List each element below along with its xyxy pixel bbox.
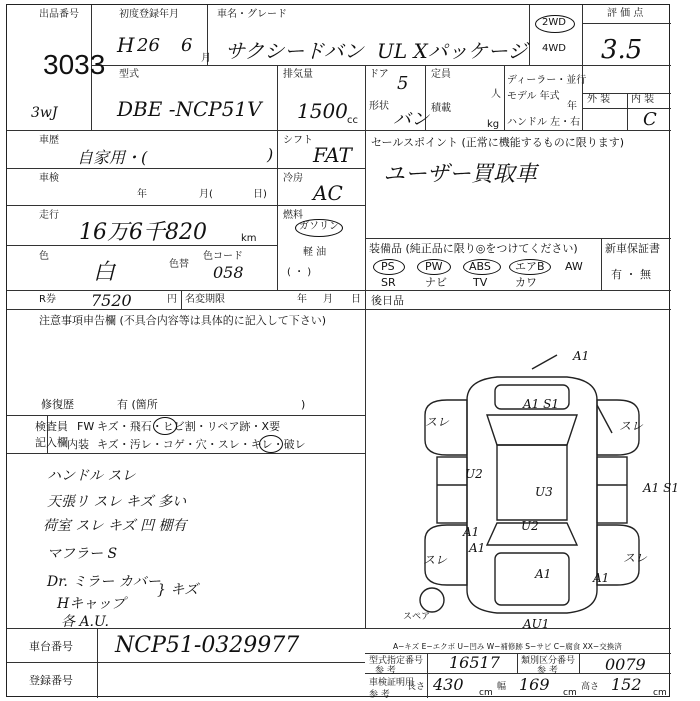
class-number-ref: 参 考 [537, 666, 558, 676]
fw-items: キズ・飛石・ヒビ割・リペア跡・X要 [97, 420, 281, 433]
use-label: 車歴 [39, 135, 59, 146]
aircon-label: 冷房 [283, 173, 303, 184]
divider [529, 5, 530, 65]
model-name-label: 車名・グレード [217, 9, 287, 20]
doors-label: ドア [369, 69, 389, 80]
use-close: ) [267, 145, 274, 164]
title-change-label: 名変期限 [185, 294, 225, 305]
car-body-outline [467, 377, 597, 613]
repair-value: 有 (箇所 [117, 398, 158, 411]
car-diagram [407, 345, 657, 635]
rear-panel [495, 553, 569, 605]
doors-value: 5 [397, 73, 409, 94]
width-label: 幅 [497, 682, 507, 692]
cert-label: 車検証明用 参 考 [369, 678, 415, 700]
type-number-label: 型式指定番号 [369, 656, 424, 666]
divider [91, 65, 671, 66]
divider [277, 65, 278, 130]
model-year-unit: 年 [567, 101, 577, 112]
leader-line [597, 405, 612, 433]
interior-label: 内 装 [631, 94, 655, 105]
length-label: 長さ [407, 682, 426, 692]
windshield [487, 415, 577, 445]
divider [7, 662, 365, 663]
left-doors [437, 457, 467, 523]
equipment-airbag: エアB [515, 260, 545, 273]
equipment-navi: ナビ [425, 276, 447, 289]
note-brace: } キズ [157, 582, 199, 598]
right-doors [597, 457, 627, 523]
divider [7, 168, 365, 169]
interior-mark-circle [259, 435, 283, 453]
equipment-label: 装備品 (純正品に限り◎をつけてください) [369, 242, 578, 255]
auction-sheet [6, 4, 679, 700]
damage-mark: A1 S1 [643, 481, 679, 495]
load-unit: kg [487, 119, 500, 130]
equipment-ps-circle [373, 259, 405, 275]
color-code-label: 色コード [203, 251, 243, 262]
mileage-value: 16万6千820 [79, 220, 207, 245]
class-number-label: 類別区分番号 [521, 656, 576, 666]
divider [181, 290, 182, 309]
spare-tire [420, 588, 444, 612]
damage-mark: U3 [535, 485, 553, 499]
damage-mark: A1 [573, 349, 590, 363]
shift-label: シフト [283, 135, 313, 146]
damage-mark: A1 S1 [523, 397, 559, 411]
leader-line [532, 355, 557, 369]
drive-2wd: 2WD [542, 17, 566, 28]
equipment-pw: PW [425, 260, 443, 273]
equipment-tv: TV [473, 276, 488, 289]
class-number-value: 0079 [605, 655, 646, 674]
equipment-pw-circle [417, 259, 451, 275]
type-number-value: 16517 [449, 653, 500, 672]
divider [7, 415, 365, 416]
month-unit: 月 [201, 53, 211, 64]
recycle-unit: 円 [167, 294, 177, 305]
title-change-year: 年 [297, 294, 307, 305]
mileage-label: 走行 [39, 210, 59, 221]
equipment-ps: PS [381, 260, 395, 273]
damage-mark: U2 [521, 519, 539, 533]
score-value: 3.5 [601, 35, 643, 65]
displacement-unit: cc [347, 115, 358, 126]
equipment-airbag-circle [509, 259, 551, 275]
fuel-paren: ( ・ ) [287, 267, 312, 278]
fuel-label: 燃料 [283, 210, 303, 221]
damage-mark: スレ [423, 553, 448, 567]
note-line-7: 各 A.U. [61, 614, 109, 630]
fuel-diesel: 軽 油 [303, 247, 327, 258]
exterior-label: 外 装 [587, 94, 611, 105]
divider [517, 653, 518, 673]
capacity-label: 定員 [431, 69, 451, 80]
divider [7, 453, 365, 454]
inspection-year: 年 [137, 189, 147, 200]
drive-4wd: 4WD [542, 43, 566, 54]
divider [365, 309, 366, 628]
type-value: DBE -NCP51V [117, 97, 262, 121]
recycle-value: 7520 [91, 291, 132, 310]
divider [627, 93, 628, 130]
note-line-1: ハンドル スレ [47, 468, 136, 484]
dealer-label: ディーラー・並行 [507, 75, 587, 86]
roof [497, 445, 567, 520]
title-change-month: 月 [323, 294, 333, 305]
reg-number-label: 登録番号 [29, 674, 73, 687]
divider [7, 130, 671, 131]
width-unit: cm [563, 688, 577, 698]
divider [365, 238, 671, 239]
divider [7, 205, 365, 206]
divider [277, 130, 278, 290]
title-change-day: 日 [351, 294, 361, 305]
inspection-label: 車検 [39, 173, 59, 184]
first-reg-month: 6 [181, 35, 193, 56]
inspector-label-2: 記入欄 [35, 436, 68, 449]
displacement-label: 排気量 [283, 69, 313, 80]
divider [504, 65, 505, 130]
recycle-label: R券 [39, 294, 56, 305]
damage-mark: A1 [593, 571, 610, 585]
fw-label: FW [77, 420, 95, 433]
sales-point-label: セールスポイント (正常に機能するものに限ります) [371, 136, 625, 149]
equipment-leather: カワ [515, 276, 537, 289]
score-label: 評 価 点 [607, 8, 644, 19]
damage-mark: A1 [535, 567, 552, 581]
note-line-4: マフラー S [47, 546, 118, 562]
height-unit: cm [653, 688, 667, 698]
inspection-month: 月( [199, 189, 213, 200]
note-line-3: 荷室 スレ キズ 凹 棚有 [43, 518, 187, 534]
notes-label: 注意事項申告欄 (不具合内容等は具体的に記入して下さい) [39, 314, 327, 327]
sales-point-value: ユーザー買取車 [383, 162, 538, 187]
divider [582, 23, 671, 24]
inspection-day: 日) [253, 189, 267, 200]
divider [365, 653, 671, 654]
model-year-label: モデル 年式 [507, 91, 560, 102]
legend-text: A−キズ E−エクボ U−凹み W−補修跡 S−サビ C−腐食 XX−交換済 [393, 642, 622, 651]
shape-label: 形状 [369, 101, 389, 112]
damage-mark: スレ [623, 551, 648, 565]
divider [579, 653, 580, 673]
warranty-label: 新車保証書 [605, 242, 660, 255]
cargo-label: 後日品 [371, 294, 404, 307]
grade: UL Xパッケージ [377, 39, 528, 63]
spare-label: スペア [403, 612, 431, 622]
height-value: 152 [611, 675, 642, 694]
lot-number: 3033 [43, 49, 106, 80]
length-value: 430 [433, 675, 464, 694]
divider [97, 628, 98, 698]
width-value: 169 [519, 675, 550, 694]
equipment-sr: SR [381, 276, 396, 289]
displacement-value: 1500 [297, 99, 348, 123]
damage-mark: AU1 [523, 617, 550, 631]
length-unit: cm [479, 688, 493, 698]
divider [427, 653, 428, 698]
equipment-aw: AW [565, 260, 583, 273]
chassis-label: 車台番号 [29, 640, 73, 653]
equipment-abs: ABS [469, 260, 491, 273]
equipment-abs-circle [463, 259, 501, 275]
aircon-value: AC [313, 181, 343, 205]
lot-label: 出品番号 [39, 9, 79, 20]
interior-row-label: 内装 [67, 438, 89, 451]
handle-label: ハンドル 左・右 [507, 117, 581, 128]
first-reg-label: 初度登録年月 [119, 9, 179, 20]
mileage-unit: km [241, 233, 257, 244]
type-label: 型式 [119, 69, 139, 80]
fuel-gas: ガソリン [299, 221, 339, 232]
capacity-unit: 人 [491, 89, 501, 100]
color-value: 白 [93, 260, 116, 285]
color-label: 色 [39, 251, 49, 262]
divider [365, 65, 366, 130]
inspector-label-1: 検査員 [35, 420, 68, 433]
lot-scribble: 3wJ [31, 105, 58, 121]
type-number-ref: 参 考 [375, 666, 396, 676]
note-line-6: Hキャップ [57, 596, 126, 612]
divider [601, 238, 602, 290]
first-reg-year: 26 [137, 35, 160, 56]
damage-mark: U2 [465, 467, 483, 481]
note-line-5: Dr. ミラー カバー [47, 574, 161, 590]
fw-mark-circle [153, 417, 177, 435]
repair-label: 修復歴 [41, 398, 74, 411]
use-value: 自家用・( [77, 148, 148, 167]
chassis-value: NCP51-0329977 [115, 633, 300, 658]
shape-value: バン [393, 109, 429, 130]
color-code-value: 058 [213, 263, 244, 282]
note-line-2: 天張リ スレ キズ 多い [47, 494, 187, 510]
interior-value: C [643, 109, 657, 130]
color-tone-label: 色替 [169, 259, 189, 270]
load-label: 積載 [431, 103, 451, 114]
repair-close: ) [301, 398, 306, 411]
height-label: 高さ [581, 682, 600, 692]
damage-mark: A1 [463, 525, 480, 539]
damage-mark: スレ [425, 415, 450, 429]
first-reg-era: H [117, 33, 135, 57]
warranty-value: 有 ・ 無 [611, 268, 651, 281]
damage-mark: スレ [619, 419, 644, 433]
damage-mark: A1 [469, 541, 486, 555]
shift-value: FAT [313, 143, 352, 167]
model-name: サクシードバン [225, 39, 364, 63]
interior-items: キズ・汚レ・コゲ・穴・スレ・キレ・破レ [97, 438, 306, 451]
